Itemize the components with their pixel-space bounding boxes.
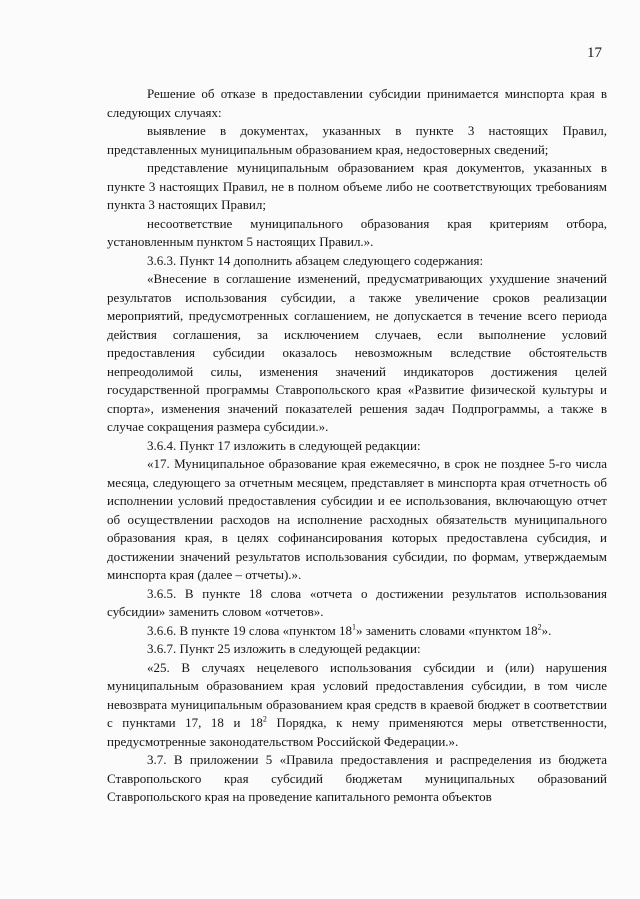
document-paragraph [107,585,607,622]
paragraph-text: «Внесение в соглашение изменений, предусматривающих ухудшение значений результатов использования субсидии, а также увеличение сроков реализации мероприятий, предусмотренных соглашением, не допускается в течение всего периода действия соглашения, за исключением случаев, если выполнение условий предоставления субсидии оказалось невозможным вследствие обстоятельств непреодолимой силы, изменения значений индикаторов достижения целей государственной программы Ставропольского края «Развитие физической культуры и спорта», изменения значений показателей решения задач Подпрограммы, а также в случае сокращения размера субсидии.». [107,271,607,434]
document-paragraph [107,252,607,271]
paragraph-text: выявление в документах, указанных в пункте 3 настоящих Правил, представленных муниципальным образованием края, недостоверных сведений; [107,123,607,157]
document-paragraph [107,751,607,807]
superscript-text: 2 [537,622,542,632]
document-paragraph [107,622,607,641]
superscript-text: 1 [351,622,356,632]
paragraph-text: Порядка, к нему применяются меры ответственности, предусмотренные законодательством Российской Федерации.». [107,715,607,749]
document-paragraph [107,455,607,585]
paragraph-text: ». [541,622,552,638]
document-paragraph [107,270,607,437]
document-paragraph [107,159,607,215]
paragraph-text: Решение об отказе в предоставлении субсидии принимается минспорта края в следующих случаях: [107,86,607,120]
document-paragraph [107,85,607,122]
paragraph-text: несоответствие муниципального образования края критериям отбора, установленным пунктом 5 настоящих Правил.». [107,215,607,249]
paragraph-text: «17. Муниципальное образование края ежемесячно, в срок не позднее 5-го числа месяца, следующего за отчетным месяцем, представляет в минспорта края отчетность об исполнении условий предоставления субсидии и ее использования, включающую отчет об осуществлении расходов на исполнение расходных обязательств муниципального образования края, в целях софинансирования которых предоставлена субсидия, и достижении значений результатов использования субсидии, по формам, утверждаемым минспорта края (далее – отчеты).». [107,456,607,582]
page-number: 17 [587,45,602,61]
paragraph-text: 3.6.3. Пункт 14 дополнить абзацем следующего содержания: [147,252,484,268]
paragraph-text: 3.6.7. Пункт 25 изложить в следующей редакции: [147,641,421,656]
document-paragraph [107,437,607,456]
paragraph-text: 3.6.5. В пункте 18 слова «отчета о достижении результатов использования субсидии» заменить словом «отчетов». [107,585,607,619]
paragraph-text: «25. В случаях нецелевого использования субсидии и (или) нарушения муниципальным образованием края условий предоставления субсидии, в том числе невозврата муниципальным образованием края средств в краевой бюджет в соответствии с пунктами 17, 18 и 18 [107,659,607,730]
document-paragraph [107,659,607,752]
document-paragraph [107,215,607,252]
paragraph-text: представление муниципальным образованием края документов, указанных в пункте 3 настоящих Правил, не в полном объеме либо не соответствующих требованиям пункта 3 настоящих Правил; [107,160,607,212]
document-paragraph [107,640,607,659]
document-paragraph [107,122,607,159]
document-body [107,85,607,807]
paragraph-text: 3.6.4. Пункт 17 изложить в следующей редакции: [147,437,421,453]
paragraph-text: » заменить словами «пунктом 18 [355,622,538,638]
superscript-text: 2 [262,714,267,724]
paragraph-text: 3.6.6. В пункте 19 слова «пунктом 18 [147,622,352,638]
paragraph-text: 3.7. В приложении 5 «Правила предоставления и распределения из бюджета Ставропольского края субсидий бюджетам муниципальных образований Ставропольского края на проведение капитального ремонта объектов [107,752,607,804]
